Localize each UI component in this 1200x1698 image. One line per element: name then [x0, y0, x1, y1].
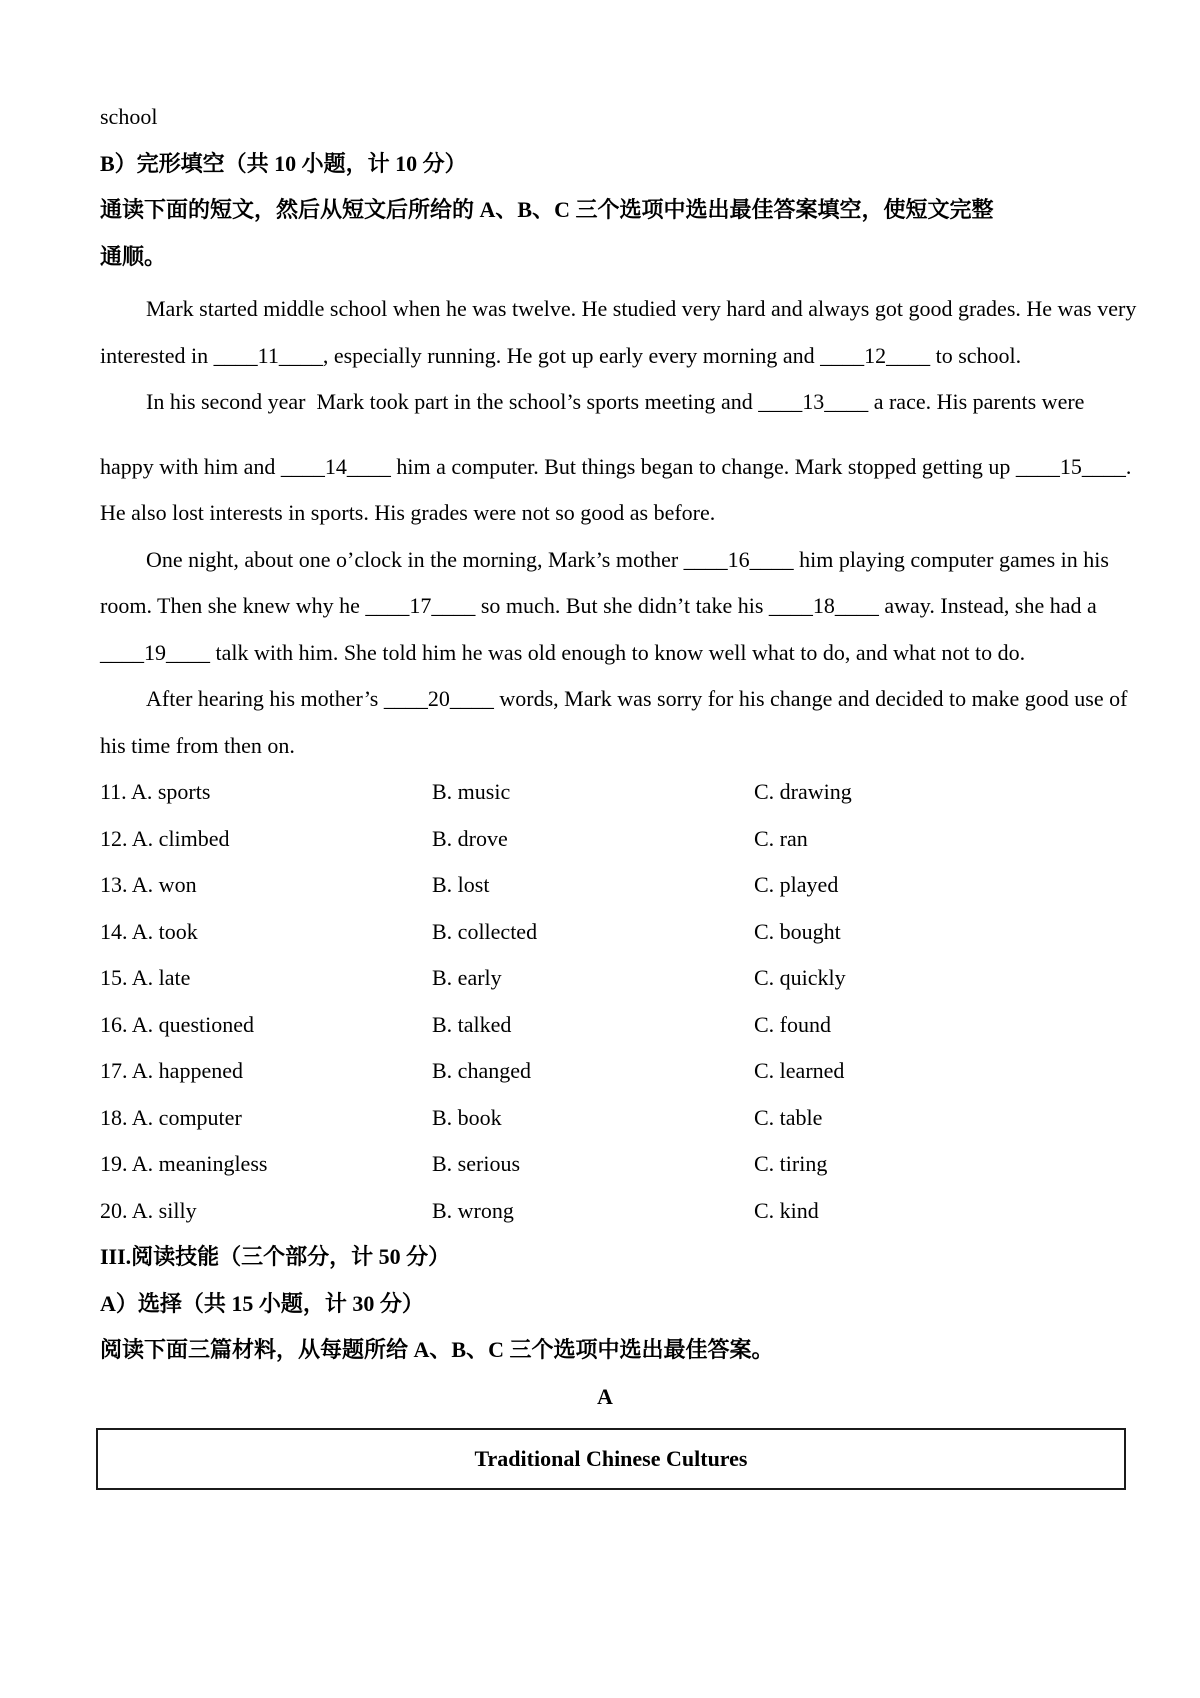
- option-c: C. quickly: [754, 965, 846, 990]
- cloze-option-row-17: [100, 1048, 1110, 1095]
- option-number: 20.: [100, 1197, 128, 1223]
- option-cell-a: [100, 769, 432, 816]
- option-b: B. changed: [432, 1058, 531, 1083]
- option-number: 18.: [100, 1104, 128, 1130]
- cloze-option-row-11: [100, 769, 1110, 816]
- option-number: 11.: [100, 779, 127, 804]
- cloze-instructions-line-2: 通顺。: [100, 243, 167, 269]
- reading-subsection-heading: A）选择（共 15 小题，计 30 分）: [100, 1290, 424, 1316]
- option-a: A. late: [131, 965, 191, 990]
- cloze-option-row-13: [100, 862, 1110, 909]
- leading-word: school: [100, 104, 158, 129]
- passage-line-9: After hearing his mother’s ____20____ words, Mark was sorry for his change and decided to make good use of: [146, 686, 1128, 711]
- passage-a-label: A: [597, 1383, 613, 1409]
- option-c: C. drawing: [754, 779, 852, 804]
- option-cell-a: [100, 955, 432, 1002]
- option-a: A. sports: [130, 779, 211, 804]
- option-a: A. computer: [131, 1104, 242, 1130]
- option-b: B. drove: [432, 825, 508, 851]
- passage-line-5: He also lost interests in sports. His grades were not so good as before.: [100, 500, 716, 525]
- option-b: B. wrong: [432, 1197, 514, 1223]
- option-number: 16.: [100, 1011, 128, 1037]
- option-cell-a: [100, 1048, 432, 1095]
- option-a: A. took: [131, 918, 198, 944]
- passage-line-10: his time from then on.: [100, 732, 295, 758]
- option-b: B. talked: [432, 1011, 512, 1037]
- cloze-option-row-16: [100, 1002, 1110, 1049]
- option-cell-a: [100, 1188, 432, 1235]
- option-number: 14.: [100, 918, 128, 944]
- cloze-section-heading: B）完形填空（共 10 小题，计 10 分）: [100, 150, 467, 176]
- option-b: B. music: [432, 779, 511, 804]
- passage-line-4: happy with him and ____14____ him a computer. But things began to change. Mark stopped getting up ____15____.: [100, 453, 1132, 479]
- option-a: A. silly: [131, 1197, 197, 1223]
- cloze-option-row-14: [100, 909, 1110, 956]
- option-cell-a: [100, 1095, 432, 1142]
- option-b: B. early: [432, 965, 502, 990]
- option-cell-a: [100, 1141, 432, 1188]
- passage-line-1: Mark started middle school when he was twelve. He studied very hard and always got good grades. He was very: [146, 296, 1137, 321]
- option-number: 17.: [100, 1058, 128, 1083]
- reading-box-title: Traditional Chinese Cultures: [474, 1446, 748, 1471]
- option-cell-a: [100, 862, 432, 909]
- option-a: A. meaningless: [131, 1151, 268, 1176]
- option-c: C. ran: [754, 825, 808, 851]
- passage-line-3: In his second year Mark took part in the school’s sports meeting and ____13____ a race. His parents were: [146, 389, 1085, 414]
- option-b: B. lost: [432, 872, 490, 897]
- option-b: B. serious: [432, 1151, 520, 1176]
- passage-line-2: interested in ____11____, especially running. He got up early every morning and ____12____ to school.: [100, 342, 1022, 368]
- cloze-option-row-18: [100, 1095, 1110, 1142]
- option-a: A. climbed: [131, 825, 230, 851]
- option-number: 19.: [100, 1151, 128, 1176]
- option-c: C. tiring: [754, 1151, 828, 1176]
- option-cell-a: [100, 909, 432, 956]
- option-c: C. played: [754, 872, 839, 897]
- option-c: C. learned: [754, 1058, 845, 1083]
- option-number: 12.: [100, 825, 128, 851]
- reading-box: [96, 1428, 1126, 1490]
- option-c: C. bought: [754, 918, 841, 944]
- option-c: C. kind: [754, 1197, 819, 1223]
- reading-instructions: 阅读下面三篇材料，从每题所给 A、B、C 三个选项中选出最佳答案。: [100, 1337, 774, 1362]
- reading-section-heading: III.阅读技能（三个部分，计 50 分）: [100, 1244, 451, 1269]
- passage-line-6: One night, about one o’clock in the morning, Mark’s mother ____16____ him playing computer games in his: [146, 546, 1109, 572]
- option-cell-a: [100, 1002, 432, 1049]
- cloze-option-row-15: [100, 955, 1110, 1002]
- option-b: B. book: [432, 1104, 502, 1130]
- option-c: C. table: [754, 1104, 823, 1130]
- option-cell-a: [100, 816, 432, 863]
- cloze-option-row-20: [100, 1188, 1110, 1235]
- passage-line-8: ____19____ talk with him. She told him he was old enough to know well what to do, and what not to do.: [100, 639, 1026, 665]
- option-number: 15.: [100, 965, 128, 990]
- option-a: A. questioned: [131, 1011, 254, 1037]
- option-c: C. found: [754, 1011, 831, 1037]
- passage-line-7: room. Then she knew why he ____17____ so much. But she didn’t take his ____18____ away. Instead, she had a: [100, 593, 1097, 618]
- cloze-option-row-12: [100, 816, 1110, 863]
- cloze-instructions-line-1: 通读下面的短文，然后从短文后所给的 A、B、C 三个选项中选出最佳答案填空，使短文完整: [100, 197, 994, 222]
- option-a: A. happened: [131, 1058, 243, 1083]
- option-number: 13.: [100, 872, 128, 897]
- cloze-option-row-19: [100, 1141, 1110, 1188]
- option-b: B. collected: [432, 918, 538, 944]
- option-a: A. won: [131, 872, 197, 897]
